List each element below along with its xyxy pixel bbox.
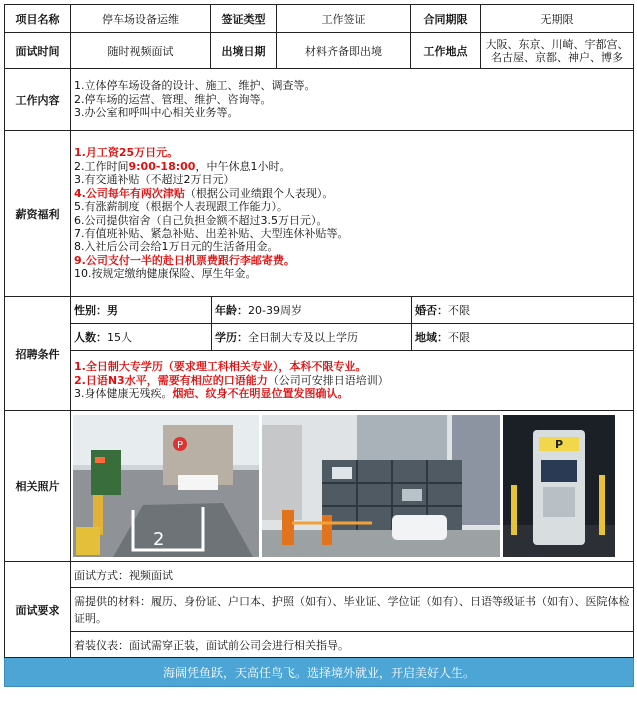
interview-materials: 需提供的材料：履历、身份证、户口本、护照（如有）、毕业证、学位证（如有）、日语等级证书（如有）、医院体检证明。: [71, 588, 634, 632]
interview-time-label: 面试时间: [5, 33, 71, 69]
salary-item: 3.有交通补贴（不超过2万日元）: [74, 173, 235, 187]
salary-item: 2.工作时间9:00-18:00，中午休息1小时。: [74, 159, 291, 173]
contract-label: 合同期限: [411, 5, 481, 33]
location-value: 大阪、东京、川崎、宇都宫、名古屋、京都、神户、博多: [481, 33, 634, 69]
depart-value: 材料齐备即出境: [277, 33, 411, 69]
interview-method: 面试方式：视频面试: [71, 562, 634, 588]
age-cell: 年龄：20-39周岁: [212, 297, 412, 324]
row-project: [5, 5, 634, 33]
contract-value: 无期限: [481, 5, 634, 33]
salary-item: 10.按规定缴纳健康保险、厚生年金。: [74, 267, 257, 281]
recruit-requirements: [71, 351, 634, 411]
salary-content: [71, 131, 634, 297]
count-cell: 人数：15人: [71, 324, 212, 351]
salary-item: 7.有值班补贴、紧急补贴、出差补贴、大型连休补贴等。: [74, 226, 349, 240]
salary-item: 9.公司支付一半的赴日机票费跟行李邮寄费。: [74, 253, 295, 267]
svg-text:P: P: [176, 440, 184, 451]
photos-label: 相关照片: [5, 411, 71, 562]
svg-text:2: 2: [153, 529, 165, 550]
salary-item: 5.有涨薪制度（根据个人表现跟工作能力）。: [74, 200, 288, 214]
photo-multilevel-parking-image: [262, 415, 500, 557]
project-label: 项目名称: [5, 5, 71, 33]
row-banner: [5, 658, 634, 687]
requirement-2: 2.日语N3水平，需要有相应的口语能力（公司可安排日语培训）: [74, 373, 389, 387]
edu-cell: 学历：全日制大专及以上学历: [212, 324, 412, 351]
recruit-grid: [71, 297, 634, 411]
job-sheet: [4, 4, 634, 687]
row-salary: [5, 131, 634, 297]
recruit-label: 招聘条件: [5, 297, 71, 411]
recruit-content: [71, 297, 634, 411]
region-cell: 地域：不限: [412, 324, 634, 351]
work-label: 工作内容: [5, 69, 71, 131]
visa-label: 签证类型: [211, 5, 277, 33]
interview-time-value: 随时视频面试: [71, 33, 211, 69]
row-photos: [5, 411, 634, 562]
depart-label: 出境日期: [211, 33, 277, 69]
row-interview-method: [5, 562, 634, 588]
work-item: 3.办公室和呼叫中心相关业务等。: [74, 106, 239, 120]
salary-item: 6.公司提供宿舍（自己负担金额不超过3.5万日元）。: [74, 213, 328, 227]
requirement-1: 1.全日制大专学历（要求理工科相关专业），本科不限专业。: [74, 360, 367, 374]
interview-req-label: 面试要求: [5, 562, 71, 658]
salary-label: 薪资福利: [5, 131, 71, 297]
visa-value: 工作签证: [277, 5, 411, 33]
gender-cell: 性别：男: [71, 297, 212, 324]
photo-street-parking-image: [73, 415, 259, 557]
location-label: 工作地点: [411, 33, 481, 69]
photo-payment-machine-image: [503, 415, 615, 557]
salary-item: 8.入社后公司会给1万日元的生活备用金。: [74, 240, 279, 254]
photo-payment-machine: [503, 415, 615, 557]
row-work: [5, 69, 634, 131]
interview-dress: 着装仪表：面试需穿正装，面试前公司会进行相关指导。: [71, 632, 634, 658]
requirement-3: 3.身体健康无残疾。烟疤、纹身不在明显位置发图确认。: [74, 387, 349, 401]
row-interview-dress: [5, 632, 634, 658]
row-recruit: [5, 297, 634, 411]
photo-multilevel-parking: [262, 415, 500, 557]
row-interview-time: [5, 33, 634, 69]
photo-street-parking: [73, 415, 259, 557]
photos-content: [71, 411, 634, 562]
work-item: 1.立体停车场设备的设计、施工、维护、调查等。: [74, 79, 316, 93]
salary-item: 1.月工资25万日元。: [74, 146, 179, 160]
salary-item: 4.公司每年有两次津贴（根据公司业绩跟个人表现）。: [74, 186, 334, 200]
work-item: 2.停车场的运营、管理、维护、咨询等。: [74, 92, 272, 106]
work-content: [71, 69, 634, 131]
svg-text:P: P: [554, 438, 564, 451]
project-value: 停车场设备运维: [71, 5, 211, 33]
marriage-cell: 婚否：不限: [412, 297, 634, 324]
row-interview-materials: [5, 588, 634, 632]
slogan-banner: 海阔凭鱼跃，天高任鸟飞。选择境外就业，开启美好人生。: [5, 658, 634, 687]
